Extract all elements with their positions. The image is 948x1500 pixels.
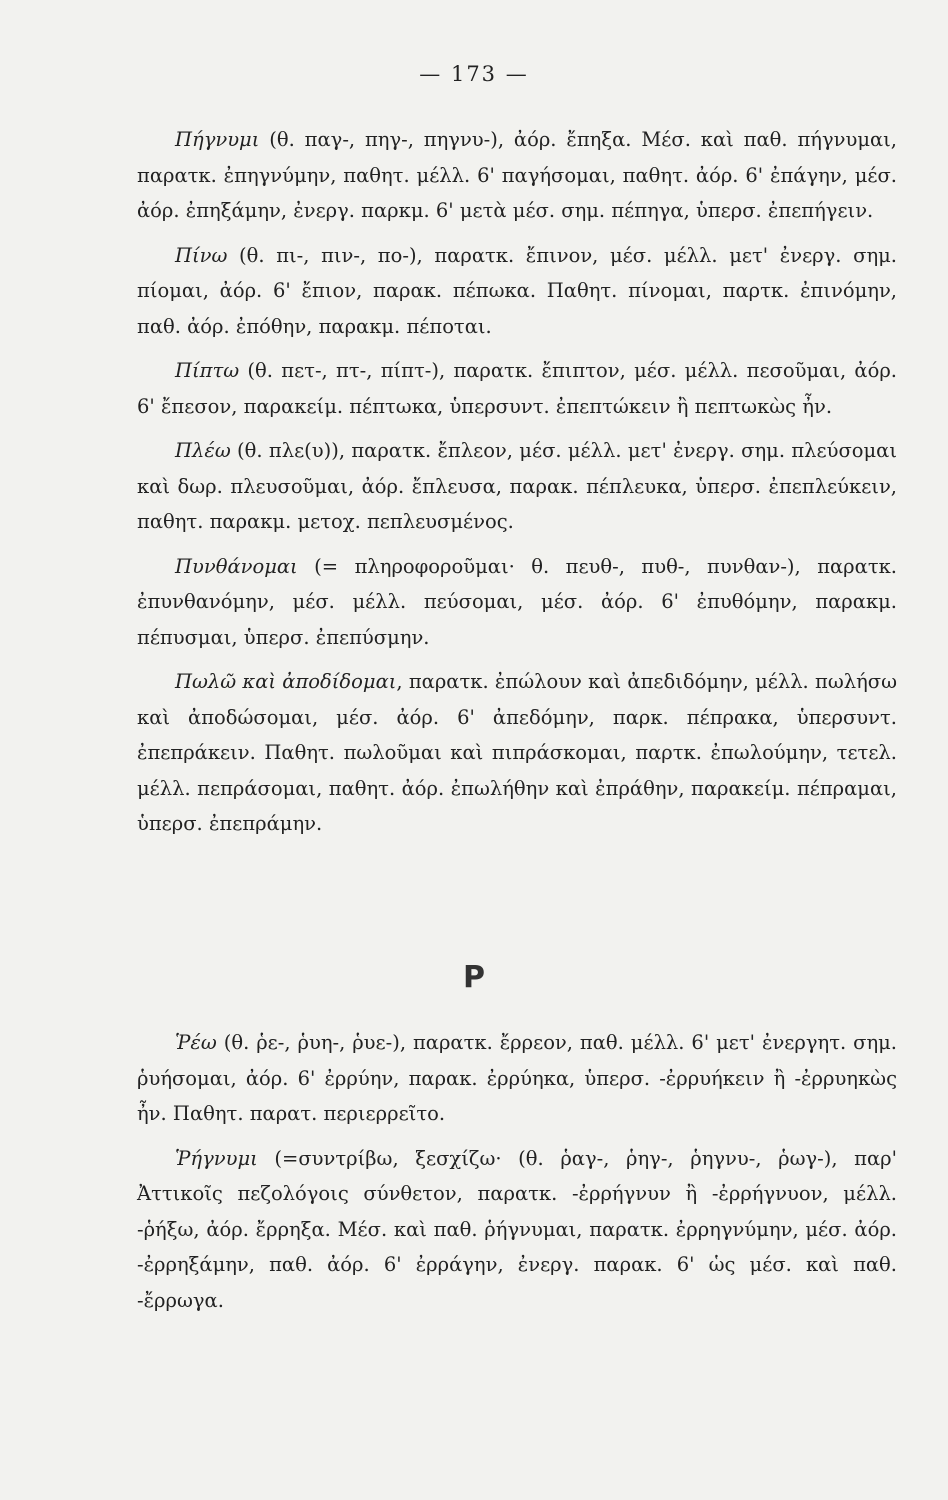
entry-headword: Πίπτω <box>175 359 240 382</box>
dictionary-entry <box>137 122 897 229</box>
dictionary-entry <box>137 1025 897 1132</box>
entries-section-pi <box>137 122 897 851</box>
entry-text: (θ. παγ-, πηγ-, πηγνυ-), ἀόρ. ἔπηξα. Μέσ. καὶ παθ. πήγνυμαι, παρατκ. ἐπηγνύμην, παθητ. μέλλ. 6' παγήσομαι, παθητ. ἀόρ. 6' ἐπάγην, μέσ. ἀόρ. ἐπηξάμην, ἐνεργ. παρκμ. 6' μετὰ μέσ. σημ. πέπηγα, ὑπερσ. ἐπεπήγειν. <box>137 128 897 222</box>
entry-text: (= πληροφοροῦμαι· θ. πευθ-, πυθ-, πυνθαν-), παρατκ. ἐπυνθανόμην, μέσ. μέλλ. πεύσομαι, μέσ. ἀόρ. 6' ἐπυθόμην, παρακμ. πέπυσμαι, ὑπερσ. ἐπεπύσμην. <box>137 554 897 649</box>
dictionary-entry <box>137 433 897 540</box>
entry-headword: Πωλῶ καὶ ἀποδίδομαι <box>175 670 397 693</box>
entry-headword: Πήγνυμι <box>175 128 260 151</box>
entry-headword: Ῥήγνυμι <box>175 1146 258 1170</box>
dictionary-entry <box>137 664 897 842</box>
entry-headword: Πυνθάνομαι <box>175 554 298 578</box>
entries-section-rho <box>137 1025 897 1327</box>
dictionary-entry <box>137 238 897 345</box>
dictionary-entry <box>137 353 897 424</box>
dictionary-entry <box>137 549 897 656</box>
dictionary-entry <box>137 1141 897 1319</box>
entry-headword: Πλέω <box>175 439 231 462</box>
entry-text: , παρατκ. ἐπώλουν καὶ ἀπεδιδόμην, μέλλ. πωλήσω καὶ ἀποδώσομαι, μέσ. ἀόρ. 6' ἀπεδόμην, παρκ. πέπρακα, ὑπερσυντ. ἐπεπράκειν. Παθητ. πωλοῦμαι καὶ πιπράσκομαι, παρτκ. ἐπωλούμην, τετελ. μέλλ. πεπράσομαι, παθητ. ἀόρ. ἐπωλήθην καὶ ἐπράθην, παρακείμ. πέπραμαι, ὑπερσ. ἐπεπράμην. <box>137 670 897 835</box>
page-number: — 173 — <box>419 62 529 86</box>
entry-text: (θ. πλε(υ)), παρατκ. ἔπλεον, μέσ. μέλλ. μετ' ἐνεργ. σημ. πλεύσομαι καὶ δωρ. πλευσοῦμαι, ἀόρ. ἔπλευσα, παρακ. πέπλευκα, ὑπερσ. ἐπεπλεύκειν, παθητ. παρακμ. μετοχ. πεπλευσμένος. <box>137 439 897 533</box>
entry-text: (θ. πετ-, πτ-, πίπτ-), παρατκ. ἔπιπτον, μέσ. μέλλ. πεσοῦμαι, ἀόρ. 6' ἔπεσον, παρακείμ. πέπτωκα, ὑπερσυντ. ἐπεπτώκειν ἢ πεπτωκὼς ἦν. <box>137 359 897 418</box>
entry-headword: Ῥέω <box>175 1031 217 1054</box>
section-letter-heading: Ρ <box>463 960 485 995</box>
entry-text: (θ. πι-, πιν-, πο-), παρατκ. ἔπινον, μέσ. μέλλ. μετ' ἐνεργ. σημ. πίομαι, ἀόρ. 6' ἔπιον, παρακ. πέπωκα. Παθητ. πίνομαι, παρτκ. ἐπινόμην, παθ. ἀόρ. ἐπόθην, παρακμ. πέποται. <box>137 243 897 338</box>
entry-headword: Πίνω <box>175 243 228 267</box>
entry-text: (=συντρίβω, ξεσχίζω· (θ. ῥαγ-, ῥηγ-, ῥηγνυ-, ῥωγ-), παρ' Ἀττικοῖς πεζολόγοις σύνθετον, παρατκ. -ἐρρήγνυν ἢ -ἐρρήγνυον, μέλλ. -ῥήξω, ἀόρ. ἔρρηξα. Μέσ. καὶ παθ. ῥήγνυμαι, παρατκ. ἐρρηγνύμην, μέσ. ἀόρ. -ἐρρηξάμην, παθ. ἀόρ. 6' ἐρράγην, ἐνεργ. παρακ. 6' ὡς μέσ. καὶ παθ. -ἔρρωγα. <box>137 1146 897 1312</box>
entry-text: (θ. ῥε-, ῥυη-, ῥυε-), παρατκ. ἔρρεον, παθ. μέλλ. 6' μετ' ἐνεργητ. σημ. ῥυήσομαι, ἀόρ. 6' ἐρρύην, παρακ. ἐρρύηκα, ὑπερσ. -ἐρρυήκειν ἢ -ἐρρυηκὼς ἦν. Παθητ. παρατ. περιερρεῖτο. <box>137 1031 897 1125</box>
